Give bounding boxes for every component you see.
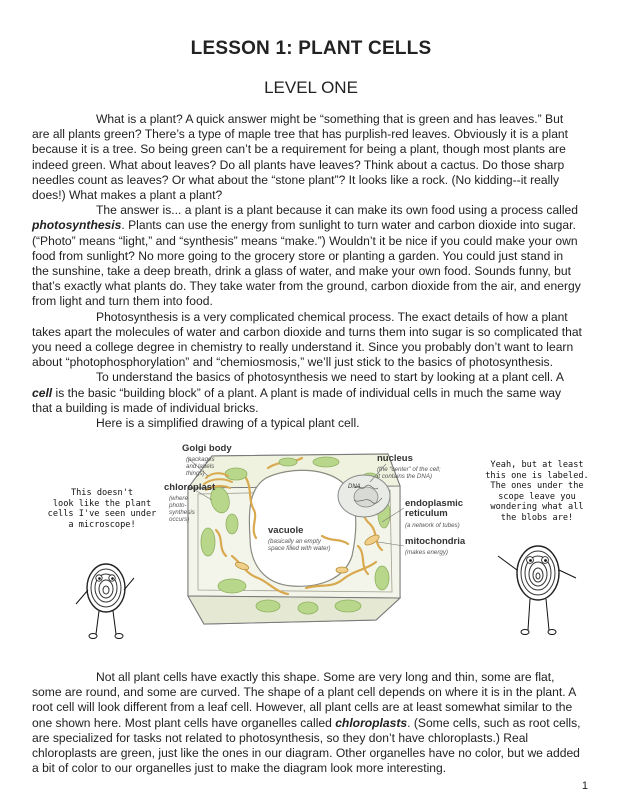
note-endoplasmic-reticulum: (a network of tubes) — [405, 522, 460, 529]
label-golgi-body: Golgi body — [182, 443, 232, 454]
note-golgi-body: (packages and labels things) — [186, 456, 215, 477]
paragraph-text: . (Some cells, such as root cells, are specialized for tasks not related to photosynthesis, so they don’t have chloroplasts.) Real chloroplasts are green, just like the ones in our diagram. Other organelles have no color, but we added a bit of color to our organelles just to make the diagram look more interesting. — [32, 715, 581, 776]
paragraph-text: Not all plant cells have exactly this shape. Some are very long and thin, some are flat, some are round, and some are curved. The shape of a plant cell depends on where it is in the plant. A root cell will look different from a leaf cell. However, all plant cells are at least somewhat similar to the one shown here. Most plant cells have organelles called — [32, 670, 576, 730]
term-cell: cell — [32, 385, 53, 400]
speech-right: Yeah, but at least this one is labeled. The ones under the scope leave you wondering what all the blobs are! — [485, 460, 589, 523]
paragraph-what-is-a-plant: What is a plant? A quick answer might be “something that is green and has leaves.” But are all plants green? There’s a type of maple tree that has purplish-red leaves. Obviously it is a plant because it is a tree. So being green can’t be a requirement for being a plant, though most plants are indeed green. What about leaves? Do all plants have leaves? Think about a cactus. Do those sharp needles count as leaves? Or what about the “stone plant”? It looks like a rock. (No kidding--it really does!) What makes a plant a plant? — [32, 112, 569, 203]
term-chloroplasts: chloroplasts — [335, 715, 408, 730]
label-mitochondria: mitochondria — [405, 536, 466, 547]
intro-text — [32, 112, 582, 431]
note-chloroplast: (where photo- synthesis occurs) — [169, 495, 195, 523]
nucleus-shape — [338, 475, 390, 517]
page-title: LESSON 1: PLANT CELLS — [190, 38, 432, 59]
fingerprint-character-right — [498, 546, 576, 635]
paragraph-text: . Plants can use the energy from sunlight to turn water and carbon dioxide into sugar. (“Photo” means “light,” and “synthesis” means “make.”) Wouldn’t it be nice if you could make your own food from sunlight? No more going to the grocery store or planting a garden. You could just stand in the sunshine, take a deep breath, drink a glass of water, and make your own food. Sounds funny, but that’s exactly what plants do. They take water from the ground, carbon dioxide from the air, and energy from light and turn them into food. — [32, 218, 581, 309]
fingerprint-character-left — [76, 564, 134, 639]
label-endoplasmic-reticulum: endoplasmic reticulum — [405, 498, 464, 519]
paragraph-text: The answer is... a plant is a plant because it can make its own food using a process called — [96, 203, 578, 218]
paragraph-complicated: Photosynthesis is a very complicated chemical process. The exact details of how a plant takes apart the molecules of water and carbon dioxide and turns them into sugar is so complicated that you need a college degree in chemistry to really understand it. Since you probably don’t want to learn about “photophosphorylation” and “chemiosmosis,” we’ll just stick to the basics of photosynthesis. — [32, 309, 582, 370]
note-vacuole: (basically an empty space filled with water) — [268, 538, 331, 552]
label-nucleus: nucleus — [377, 453, 413, 464]
paragraph-photosynthesis — [32, 203, 582, 309]
paragraph-cell — [32, 370, 582, 416]
paragraph-text: is the basic “building block” of a plant. A plant is made of individual cells in much the same way that a building is made of individual bricks. — [32, 385, 562, 415]
plant-cell-figure — [36, 438, 596, 660]
paragraph-drawing-intro: Here is a simplified drawing of a typical plant cell. — [96, 416, 360, 431]
outro-text — [32, 670, 582, 776]
label-vacuole: vacuole — [268, 525, 304, 536]
speech-left: This doesn't look like the plant cells I've seen under a microscope! — [47, 488, 157, 530]
label-chloroplast: chloroplast — [164, 482, 216, 493]
note-mitochondria: (makes energy) — [405, 549, 448, 556]
page-number: 1 — [581, 780, 588, 792]
term-photosynthesis: photosynthesis — [32, 218, 122, 233]
paragraph-text: To understand the basics of photosynthesis we need to start by looking at a plant cell. A — [96, 370, 564, 385]
page-subtitle: LEVEL ONE — [264, 78, 358, 97]
note-nucleus: (the “center” of the cell; it contains the DNA) — [377, 466, 441, 480]
paragraph-cell-shapes — [32, 670, 582, 776]
label-dna: DNA — [348, 484, 361, 490]
